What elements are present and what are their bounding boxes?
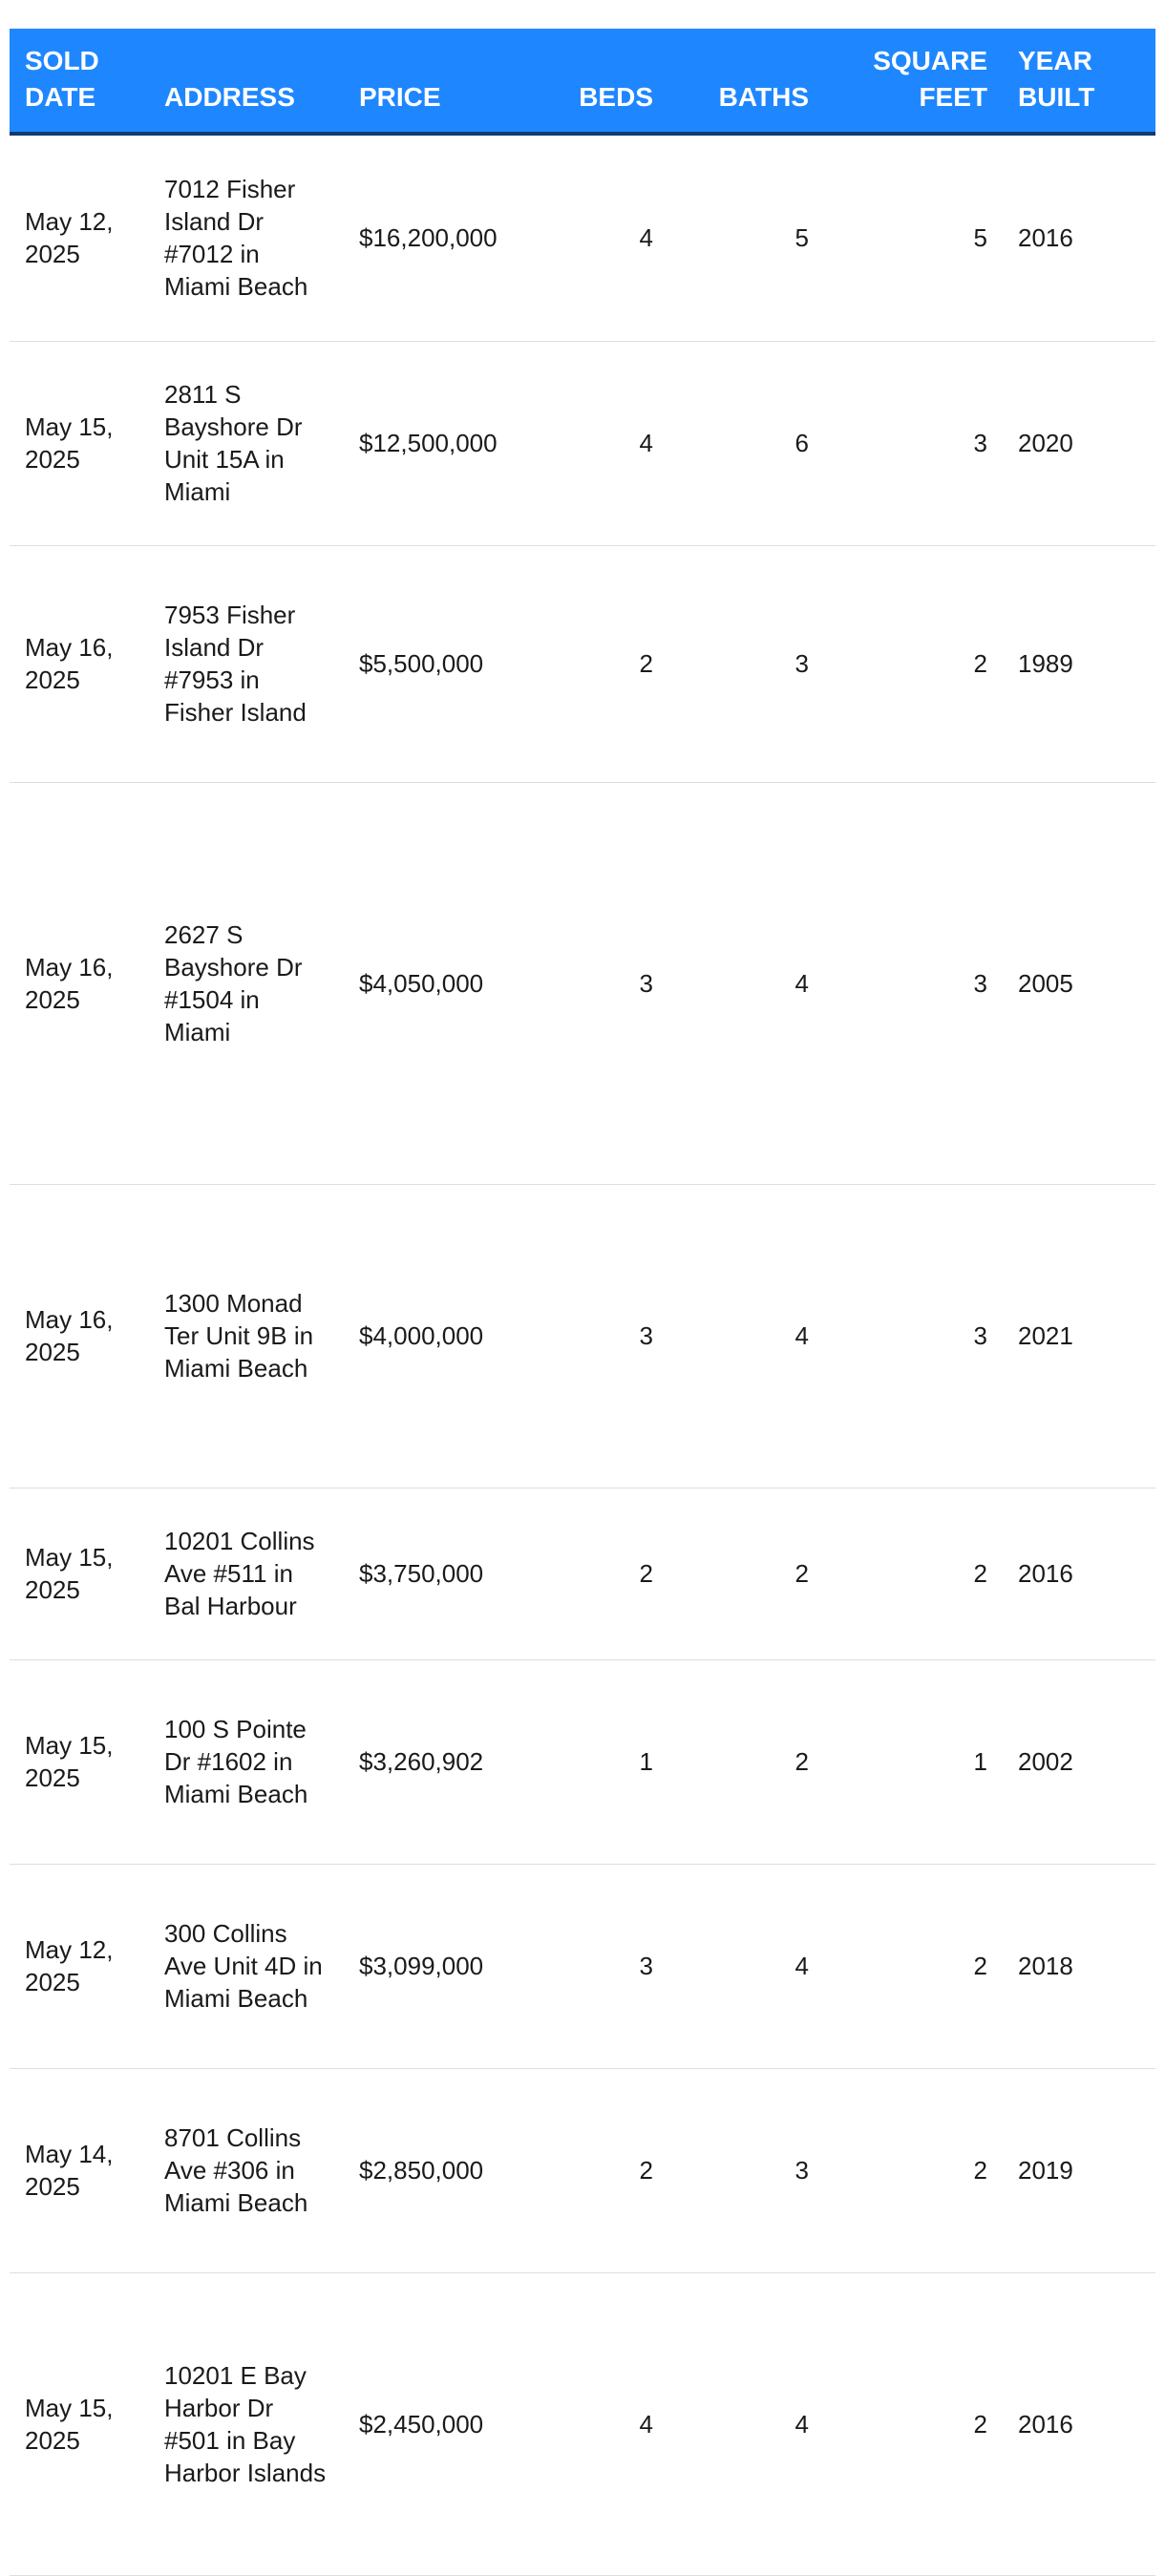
cell-sold-date: May 15, 2025 [10,1659,149,1864]
cell-year-built: 2018 [1003,1864,1155,2068]
column-header-address: ADDRESS [149,29,344,134]
cell-year-built: 1989 [1003,545,1155,782]
cell-year-built: 2005 [1003,782,1155,1184]
sales-table-container [10,29,1155,2576]
cell-address: 2811 S Bayshore Dr Unit 15A in Miami [149,341,344,545]
cell-square-feet: 2 [824,1488,1003,1659]
cell-beds: 3 [549,782,668,1184]
column-header-price: PRICE [344,29,549,134]
cell-year-built: 2016 [1003,1488,1155,1659]
cell-baths: 3 [668,2068,824,2272]
table-row [10,545,1155,782]
table-body [10,134,1155,2575]
cell-baths: 4 [668,2272,824,2575]
column-header-square-feet: SQUARE FEET [824,29,1003,134]
table-row [10,1184,1155,1488]
cell-year-built: 2016 [1003,134,1155,341]
cell-price: $3,750,000 [344,1488,549,1659]
table-row [10,134,1155,341]
cell-beds: 1 [549,1659,668,1864]
cell-baths: 4 [668,782,824,1184]
cell-beds: 3 [549,1864,668,2068]
cell-sold-date: May 16, 2025 [10,782,149,1184]
cell-price: $5,500,000 [344,545,549,782]
cell-square-feet: 2 [824,2068,1003,2272]
recent-sales-table [10,29,1155,2576]
cell-year-built: 2016 [1003,2272,1155,2575]
cell-sold-date: May 15, 2025 [10,341,149,545]
cell-square-feet: 2 [824,2272,1003,2575]
cell-address: 7012 Fisher Island Dr #7012 in Miami Beach [149,134,344,341]
cell-year-built: 2021 [1003,1184,1155,1488]
cell-baths: 2 [668,1659,824,1864]
table-row [10,341,1155,545]
cell-price: $3,099,000 [344,1864,549,2068]
cell-sold-date: May 15, 2025 [10,1488,149,1659]
cell-baths: 4 [668,1864,824,2068]
cell-beds: 2 [549,1488,668,1659]
cell-square-feet: 3 [824,782,1003,1184]
cell-price: $2,450,000 [344,2272,549,2575]
cell-address: 8701 Collins Ave #306 in Miami Beach [149,2068,344,2272]
column-header-baths: BATHS [668,29,824,134]
cell-sold-date: May 16, 2025 [10,1184,149,1488]
table-row [10,2068,1155,2272]
cell-square-feet: 5 [824,134,1003,341]
cell-baths: 5 [668,134,824,341]
cell-price: $3,260,902 [344,1659,549,1864]
cell-address: 7953 Fisher Island Dr #7953 in Fisher Island [149,545,344,782]
cell-sold-date: May 12, 2025 [10,134,149,341]
cell-beds: 3 [549,1184,668,1488]
cell-price: $16,200,000 [344,134,549,341]
cell-price: $12,500,000 [344,341,549,545]
cell-price: $2,850,000 [344,2068,549,2272]
table-row [10,1488,1155,1659]
cell-address: 100 S Pointe Dr #1602 in Miami Beach [149,1659,344,1864]
cell-baths: 3 [668,545,824,782]
cell-square-feet: 2 [824,1864,1003,2068]
cell-baths: 2 [668,1488,824,1659]
cell-address: 300 Collins Ave Unit 4D in Miami Beach [149,1864,344,2068]
column-header-sold-date: SOLD DATE [10,29,149,134]
cell-beds: 4 [549,2272,668,2575]
cell-square-feet: 3 [824,1184,1003,1488]
table-header-row [10,29,1155,134]
cell-address: 1300 Monad Ter Unit 9B in Miami Beach [149,1184,344,1488]
cell-beds: 4 [549,341,668,545]
cell-square-feet: 3 [824,341,1003,545]
cell-address: 2627 S Bayshore Dr #1504 in Miami [149,782,344,1184]
cell-year-built: 2020 [1003,341,1155,545]
table-row [10,1659,1155,1864]
cell-price: $4,050,000 [344,782,549,1184]
cell-sold-date: May 12, 2025 [10,1864,149,2068]
column-header-year-built: YEAR BUILT [1003,29,1155,134]
cell-beds: 2 [549,545,668,782]
table-row [10,2272,1155,2575]
cell-baths: 4 [668,1184,824,1488]
cell-price: $4,000,000 [344,1184,549,1488]
cell-sold-date: May 16, 2025 [10,545,149,782]
table-row [10,1864,1155,2068]
cell-year-built: 2002 [1003,1659,1155,1864]
cell-sold-date: May 15, 2025 [10,2272,149,2575]
cell-address: 10201 E Bay Harbor Dr #501 in Bay Harbor Islands [149,2272,344,2575]
cell-year-built: 2019 [1003,2068,1155,2272]
cell-square-feet: 1 [824,1659,1003,1864]
table-row [10,782,1155,1184]
cell-sold-date: May 14, 2025 [10,2068,149,2272]
cell-beds: 2 [549,2068,668,2272]
column-header-beds: BEDS [549,29,668,134]
cell-beds: 4 [549,134,668,341]
cell-baths: 6 [668,341,824,545]
cell-address: 10201 Collins Ave #511 in Bal Harbour [149,1488,344,1659]
cell-square-feet: 2 [824,545,1003,782]
